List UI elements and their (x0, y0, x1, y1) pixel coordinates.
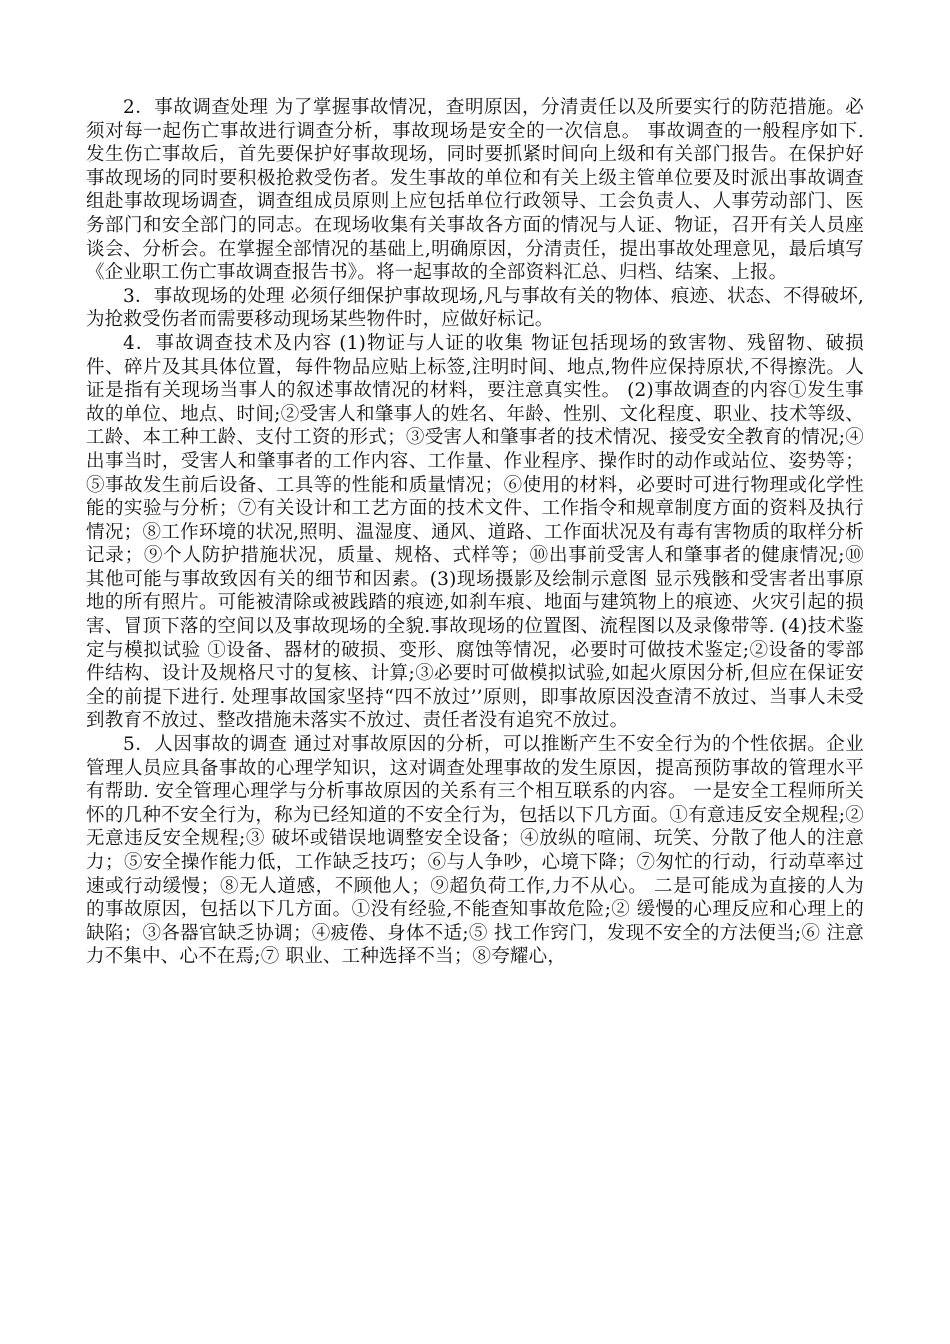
paragraph-investigation-techniques: 4．事故调查技术及内容 (1)物证与人证的收集 物证包括现场的致害物、残留物、破损件、碎片及其具体位置，每件物品应贴上标签,注明时间、地点,物件应保持原状,不得擦洗。人证是指有关现场当事人的叙述事故情况的材料，要注意真实性。 (2)事故调查的内容①发生事故的单位、地点、时间;②受害人和肇事人的姓名、年龄、性别、文化程度、职业、技术等级、工龄、本工种工龄、支付工资的形式；③受害人和肇事者的技术情况、接受安全教育的情况;④ 出事当时，受害人和肇事者的工作内容、工作量、作业程序、操作时的动作或站位、姿势等；⑤事故发生前后设备、工具等的性能和质量情况；⑥使用的材料，必要时可进行物理或化学性能的实验与分析；⑦有关设计和工艺方面的技术文件、工作指令和规章制度方面的资料及执行情况；⑧工作环境的状况,照明、温湿度、通风、道路、工作面状况及有毒有害物质的取样分析记录；⑨个人防护措施状况，质量、规格、式样等；⑩出事前受害人和肇事者的健康情况;⑩ 其他可能与事故致因有关的细节和因素。(3)现场摄影及绘制示意图 显示残骸和受害者出事原地的所有照片。可能被清除或被践踏的痕迹,如刹车痕、地面与建筑物上的痕迹、火灾引起的损害、冒顶下落的空间以及事故现场的全貌.事故现场的位置图、流程图以及录像带等. (4)技术鉴定与模拟试验 ①设备、器材的破损、变形、腐蚀等情况，必要时可做技术鉴定;②设备的零部件结构、设计及规格尺寸的复核、计算;③必要时可做模拟试验,如起火原因分析,但应在保证安全的前提下进行. 处理事故国家坚持“四不放过’’原则，即事故原因没查清不放过、当事人未受到教育不放过、整改措施未落实不放过、责任者没有追究不放过。 (86, 332, 864, 732)
document-page (86, 96, 864, 969)
paragraph-accident-investigation: 2．事故调查处理 为了掌握事故情况，查明原因，分清责任以及所要实行的防范措施。必须对每一起伤亡事故进行调查分析，事故现场是安全的一次信息。 事故调查的一般程序如下.发生伤亡事故后，首先要保护好事故现场，同时要抓紧时间向上级和有关部门报告。在保护好事故现场的同时要积极抢救受伤者。发生事故的单位和有关上级主管单位要及时派出事故调查组赴事故现场调查，调查组成员原则上应包括单位行政领导、工会负责人、人事劳动部门、医务部门和安全部门的同志。在现场收集有关事故各方面的情况与人证、物证，召开有关人员座谈会、分析会。在掌握全部情况的基础上,明确原因，分清责任，提出事故处理意见，最后填写《企业职工伤亡事故调查报告书》。将一起事故的全部资料汇总、归档、结案、上报。 (86, 97, 864, 284)
paragraph-scene-handling: 3．事故现场的处理 必须仔细保护事故现场,凡与事故有关的物体、痕迹、状态、不得破坏,为抢救受伤者而需要移动现场某些物件时，应做好标记。 (86, 285, 864, 331)
paragraph-human-factor-investigation: 5．人因事故的调查 通过对事故原因的分析，可以推断产生不安全行为的个性依据。企业管理人员应具备事故的心理学知识，这对调查处理事故的发生原因，提高预防事故的管理水平有帮助. 安全管理心理学与分析事故原因的关系有三个相互联系的内容。 一是安全工程师所关怀的几种不安全行为，称为已经知道的不安全行为，包括以下几方面。①有意违反安全规程;② 无意违反安全规程;③ 破坏或错误地调整安全设备；④放纵的喧闹、玩笑、分散了他人的注意力；⑤安全操作能力低，工作缺乏技巧；⑥与人争吵，心境下降；⑦匆忙的行动，行动草率过速或行动缓慢；⑧无人道感，不顾他人；⑨超负荷工作,力不从心。 二是可能成为直接的人为的事故原因，包括以下几方面。①没有经验,不能查知事故危险;② 缓慢的心理反应和心理上的缺陷；③各器官缺乏协调；④疲倦、身体不适;⑤ 找工作窍门，发现不安全的方法便当;⑥ 注意力不集中、心不在焉;⑦ 职业、工种选择不当；⑧夸耀心， (86, 734, 864, 968)
